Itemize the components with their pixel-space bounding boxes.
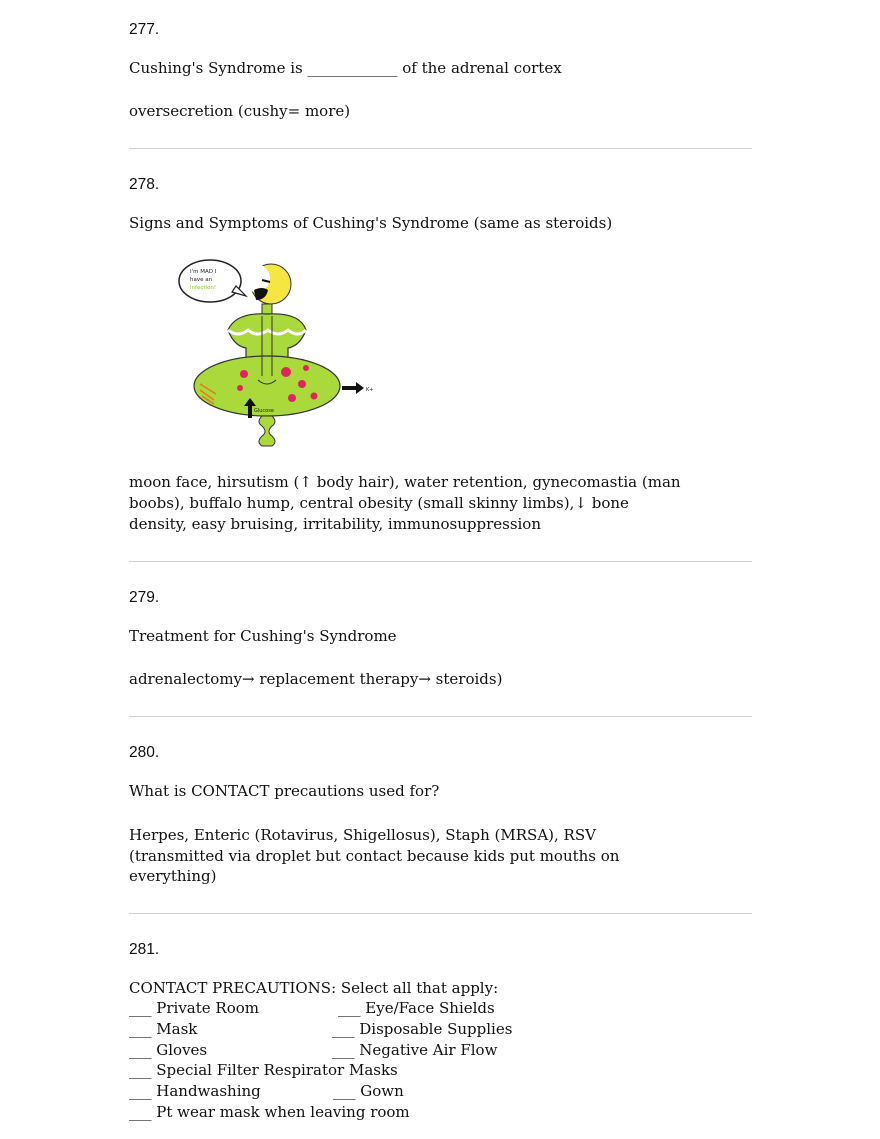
card-answer-line: Herpes, Enteric (Rotavirus, Shigellosus), Staph (MRSA), RSV — [129, 826, 596, 844]
card-answer-line: everything) — [129, 867, 217, 885]
divider — [129, 913, 752, 914]
card-number: 277. — [129, 21, 160, 38]
card-answer-line: density, easy bruising, irritability, immunosuppression — [129, 515, 542, 533]
card-question: Treatment for Cushing's Syndrome — [129, 627, 397, 645]
divider — [129, 148, 752, 149]
card-number: 280. — [129, 744, 160, 761]
card-question: What is CONTACT precautions used for? — [129, 782, 440, 800]
card-answer-line: (transmitted via droplet but contact because kids put mouths on — [129, 847, 620, 865]
cushing-illustration — [176, 256, 376, 456]
option-gown: ___ Gown — [333, 1082, 404, 1100]
bubble-text-2: have an — [190, 277, 213, 283]
card-answer: adrenalectomy→ replacement therapy→ steroids) — [129, 670, 503, 688]
option-gloves: ___ Gloves — [129, 1041, 208, 1059]
bubble-text-1: I'm MAD I — [190, 269, 217, 275]
option-respirator-masks: ___ Special Filter Respirator Masks — [129, 1061, 398, 1079]
card-answer-line: boobs), buffalo hump, central obesity (small skinny limbs),↓ bone — [129, 494, 629, 512]
option-disposable-supplies: ___ Disposable Supplies — [332, 1020, 513, 1038]
option-eye-face-shields: ___ Eye/Face Shields — [338, 999, 495, 1017]
card-question: CONTACT PRECAUTIONS: Select all that apply: — [129, 979, 499, 997]
glucose-label: Glucose — [254, 408, 274, 414]
card-number: 279. — [129, 589, 160, 606]
bubble-text-3: infection! — [190, 285, 217, 291]
central-obesity — [194, 356, 340, 416]
card-answer: oversecretion (cushy= more) — [129, 102, 351, 120]
card-question: Cushing's Syndrome is ____________ of the adrenal cortex — [129, 59, 562, 77]
card-question: Signs and Symptoms of Cushing's Syndrome (same as steroids) — [129, 214, 613, 232]
card-number: 281. — [129, 941, 160, 958]
divider — [129, 561, 752, 562]
option-handwashing: ___ Handwashing — [129, 1082, 261, 1100]
potassium-label: K+ — [366, 387, 374, 393]
card-answer-line: moon face, hirsutism (↑ body hair), water retention, gynecomastia (man — [129, 473, 681, 491]
option-pt-wear-mask: ___ Pt wear mask when leaving room — [129, 1103, 410, 1121]
card-number: 278. — [129, 176, 160, 193]
divider — [129, 716, 752, 717]
option-mask: ___ Mask — [129, 1020, 198, 1038]
option-negative-air-flow: ___ Negative Air Flow — [332, 1041, 498, 1059]
option-private-room: ___ Private Room — [129, 999, 259, 1017]
